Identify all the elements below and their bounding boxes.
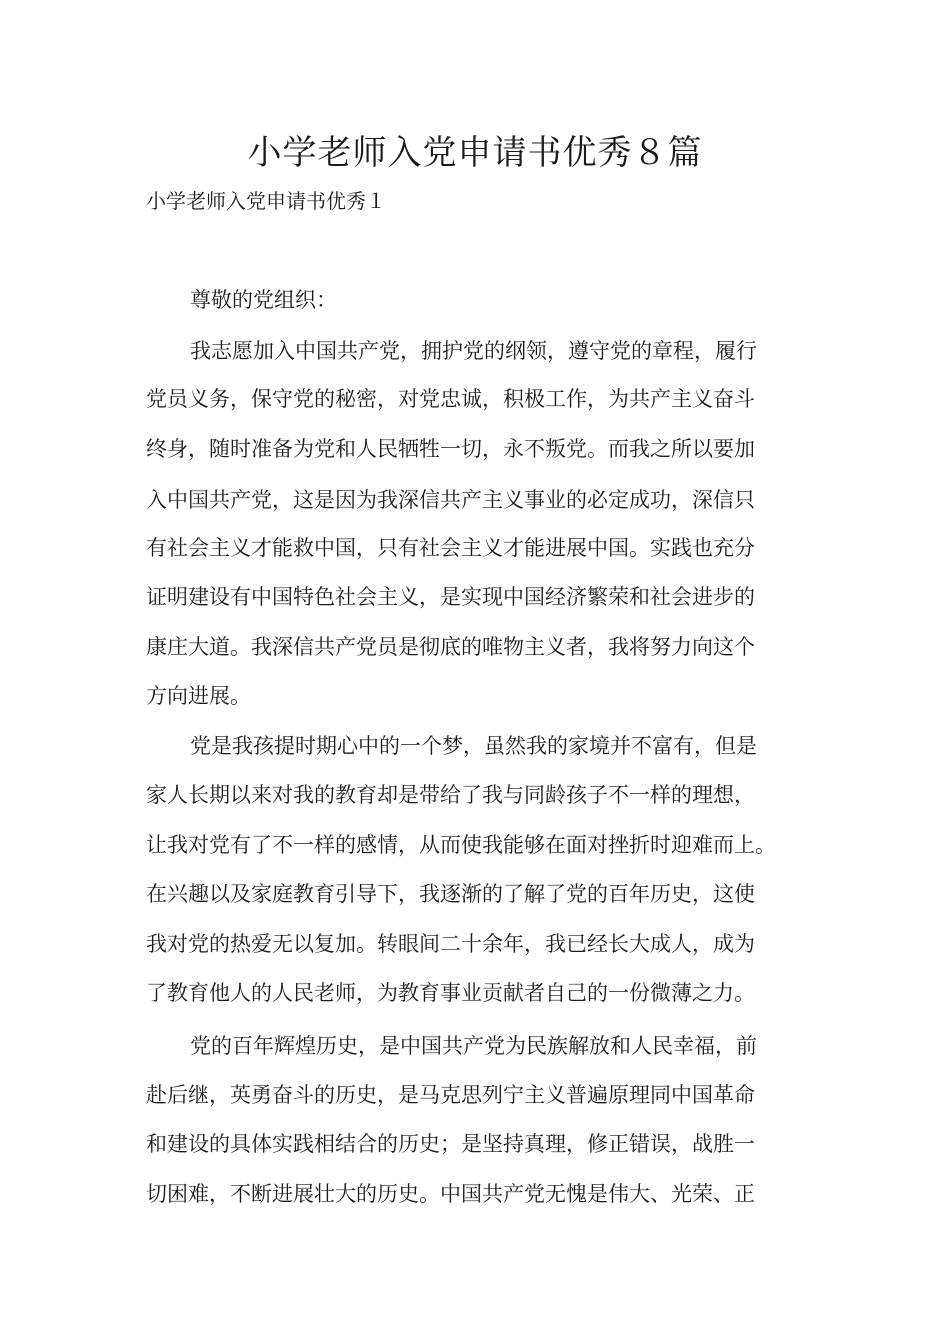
body-line: 党是我孩提时期心中的一个梦，虽然我的家境并不富有，但是 bbox=[190, 734, 757, 758]
body-line: 赴后继，英勇奋斗的历史，是马克思列宁主义普遍原理同中国革命 bbox=[146, 1083, 755, 1107]
body-line: 康庄大道。我深信共产党员是彻底的唯物主义者，我将努力向这个 bbox=[146, 635, 755, 659]
document-title: 小学老师入党申请书优秀８篇 bbox=[247, 133, 703, 173]
salutation: 尊敬的党组织： bbox=[190, 288, 337, 312]
body-line: 党的百年辉煌历史，是中国共产党为民族解放和人民幸福，前 bbox=[190, 1034, 757, 1058]
body-line: 终身，随时准备为党和人民牺牲一切，永不叛党。而我之所以要加 bbox=[146, 437, 755, 461]
body-line: 入中国共产党，这是因为我深信共产主义事业的必定成功，深信只 bbox=[146, 488, 755, 512]
body-line: 家人长期以来对我的教育却是带给了我与同龄孩子不一样的理想， bbox=[146, 783, 755, 807]
body-line: 了教育他人的人民老师，为教育事业贡献者自己的一份微薄之力。 bbox=[146, 981, 755, 1005]
body-line: 我志愿加入中国共产党，拥护党的纲领，遵守党的章程，履行 bbox=[190, 339, 757, 363]
body-line: 证明建设有中国特色社会主义，是实现中国经济繁荣和社会进步的 bbox=[146, 585, 755, 609]
body-line: 让我对党有了不一样的感情，从而使我能够在面对挫折时迎难而上。 bbox=[146, 833, 776, 857]
body-line: 有社会主义才能救中国，只有社会主义才能进展中国。实践也充分 bbox=[146, 536, 755, 560]
body-line: 我对党的热爱无以复加。转眼间二十余年，我已经长大成人，成为 bbox=[146, 932, 755, 956]
body-line: 和建设的具体实践相结合的历史；是坚持真理，修正错误，战胜一 bbox=[146, 1132, 755, 1156]
body-line: 方向进展。 bbox=[146, 684, 251, 708]
body-line: 切困难，不断进展壮大的历史。中国共产党无愧是伟大、光荣、正 bbox=[146, 1182, 755, 1206]
document-subtitle: 小学老师入党申请书优秀１ bbox=[146, 189, 386, 213]
body-line: 在兴趣以及家庭教育引导下，我逐渐的了解了党的百年历史，这使 bbox=[146, 882, 755, 906]
body-line: 党员义务，保守党的秘密，对党忠诚，积极工作，为共产主义奋斗 bbox=[146, 387, 755, 411]
